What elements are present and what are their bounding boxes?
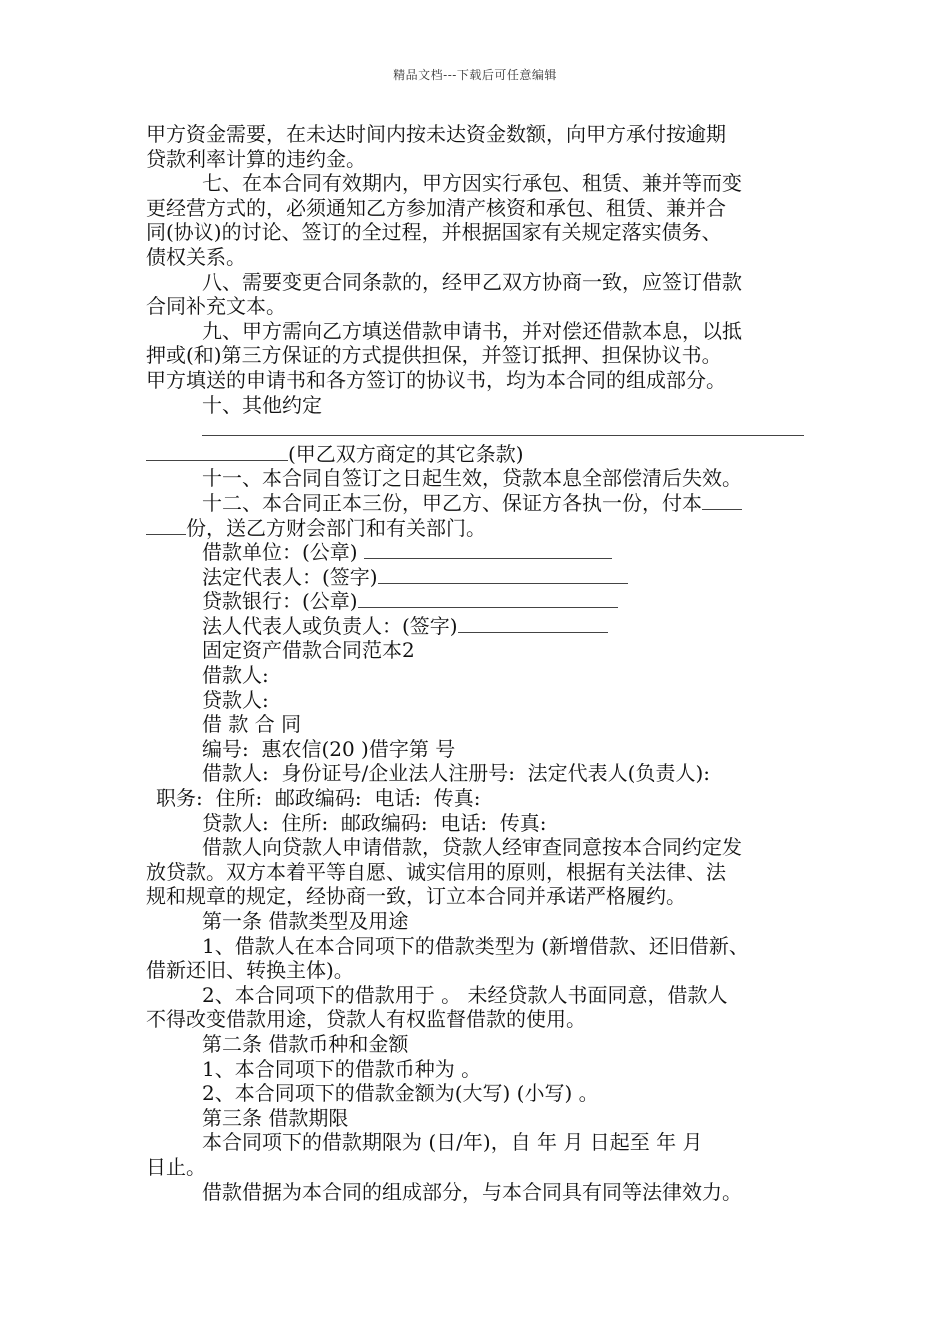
text-line: 规和规章的规定，经协商一致，订立本合同并承诺严格履约。 bbox=[146, 884, 686, 909]
signature-label: 借款单位：(公章) bbox=[202, 540, 358, 565]
text-line: 日止。 bbox=[146, 1154, 206, 1179]
contract-title: 借 款 合 同 bbox=[202, 712, 302, 737]
signature-borrower-unit bbox=[146, 540, 826, 565]
text-line: 甲方资金需要，在未达时间内按未达资金数额，向甲方承付按逾期 bbox=[146, 122, 726, 146]
text-line: 借款人: 身份证号/企业法人注册号: 法定代表人(负责人): bbox=[202, 761, 710, 786]
clause-10: 十、其他约定 bbox=[202, 392, 322, 417]
signature-blank bbox=[364, 540, 612, 559]
text-line: 债权关系。 bbox=[146, 244, 246, 269]
text-line bbox=[146, 442, 826, 467]
clause-9: 九、甲方需向乙方填送借款申请书，并对偿还借款本息，以抵 bbox=[202, 318, 742, 343]
clause-12-cont: 份，送乙方财会部门和有关部门。 bbox=[186, 515, 486, 540]
signature-blank bbox=[358, 589, 618, 608]
fill-in-blank bbox=[702, 491, 742, 510]
text-line: 借款借据为本合同的组成部分，与本合同具有同等法律效力。 bbox=[202, 1179, 742, 1204]
text-line: 借新还旧、转换主体)。 bbox=[146, 958, 354, 983]
signature-label: 法定代表人：(签字) bbox=[202, 564, 378, 589]
signature-label: 贷款银行：(公章) bbox=[202, 589, 358, 614]
signature-blank bbox=[378, 565, 628, 584]
text-line: 不得改变借款用途，贷款人有权监督借款的使用。 bbox=[146, 1007, 586, 1032]
text-line: 1、借款人在本合同项下的借款类型为 (新增借款、还旧借新、 bbox=[202, 933, 749, 958]
fill-in-blank bbox=[146, 442, 288, 461]
fill-in-blank bbox=[146, 516, 186, 535]
other-terms-note: (甲乙双方商定的其它条款) bbox=[288, 441, 524, 466]
text-line: 放贷款。双方本着平等自愿、诚实信用的原则，根据有关法律、法 bbox=[146, 859, 726, 884]
text-line: 借款人向贷款人申请借款，贷款人经审查同意按本合同约定发 bbox=[202, 835, 742, 860]
signature-label: 法人代表人或负责人：(签字) bbox=[202, 613, 458, 638]
text-line: 贷款人: 住所: 邮政编码: 电话: 传真: bbox=[202, 810, 547, 835]
text-line: 职务: 住所: 邮政编码: 电话: 传真: bbox=[156, 786, 481, 811]
text-line: 2、本合同项下的借款用于 。 未经贷款人书面同意，借款人 bbox=[202, 982, 728, 1007]
text-line: 甲方填送的申请书和各方签订的协议书，均为本合同的组成部分。 bbox=[146, 367, 726, 392]
signature-blank bbox=[458, 614, 608, 633]
page-header: 精品文档---下载后可任意编辑 bbox=[393, 68, 557, 82]
article-heading: 第二条 借款币种和金额 bbox=[202, 1031, 409, 1056]
clause-12 bbox=[146, 491, 826, 516]
clause-12-text: 十二、本合同正本三份，甲乙方、保证方各执一份，付本 bbox=[202, 490, 702, 515]
text-line: 借款人: bbox=[202, 663, 269, 688]
clause-8: 八、需要变更合同条款的，经甲乙双方协商一致，应签订借款 bbox=[202, 269, 742, 294]
clause-11: 十一、本合同自签订之日起生效，贷款本息全部偿清后失效。 bbox=[202, 466, 742, 491]
signature-legal-rep-or-manager bbox=[146, 614, 826, 639]
text-line: 本合同项下的借款期限为 (日/年)，自 年 月 日起至 年 月 bbox=[202, 1130, 703, 1155]
section-title: 固定资产借款合同范本2 bbox=[202, 638, 415, 663]
text-line: 2、本合同项下的借款金额为(大写) (小写) 。 bbox=[202, 1081, 599, 1106]
text-line: 贷款利率计算的违约金。 bbox=[146, 146, 366, 171]
signature-lending-bank bbox=[146, 589, 826, 614]
text-line: 贷款人: bbox=[202, 687, 269, 712]
fill-in-blank bbox=[202, 417, 804, 436]
clause-7: 七、在本合同有效期内，甲方因实行承包、租赁、兼并等而变 bbox=[202, 171, 742, 196]
text-line: 合同补充文本。 bbox=[146, 294, 286, 319]
text-line: 更经营方式的，必须通知乙方参加清产核资和承包、租赁、兼并合 bbox=[146, 195, 726, 220]
blank-line bbox=[146, 417, 826, 442]
text-line bbox=[146, 516, 826, 541]
contract-number: 编号: 惠农信(20 )借字第 号 bbox=[202, 736, 456, 761]
article-heading: 第三条 借款期限 bbox=[202, 1105, 349, 1130]
signature-legal-rep bbox=[146, 565, 826, 590]
text-line: 押或(和)第三方保证的方式提供担保，并签订抵押、担保协议书。 bbox=[146, 343, 722, 368]
text-line: 同(协议)的讨论、签订的全过程，并根据国家有关规定落实债务、 bbox=[146, 220, 722, 245]
article-heading: 第一条 借款类型及用途 bbox=[202, 909, 409, 933]
document-body bbox=[146, 122, 826, 1204]
text-line: 1、本合同项下的借款币种为 。 bbox=[202, 1056, 482, 1081]
